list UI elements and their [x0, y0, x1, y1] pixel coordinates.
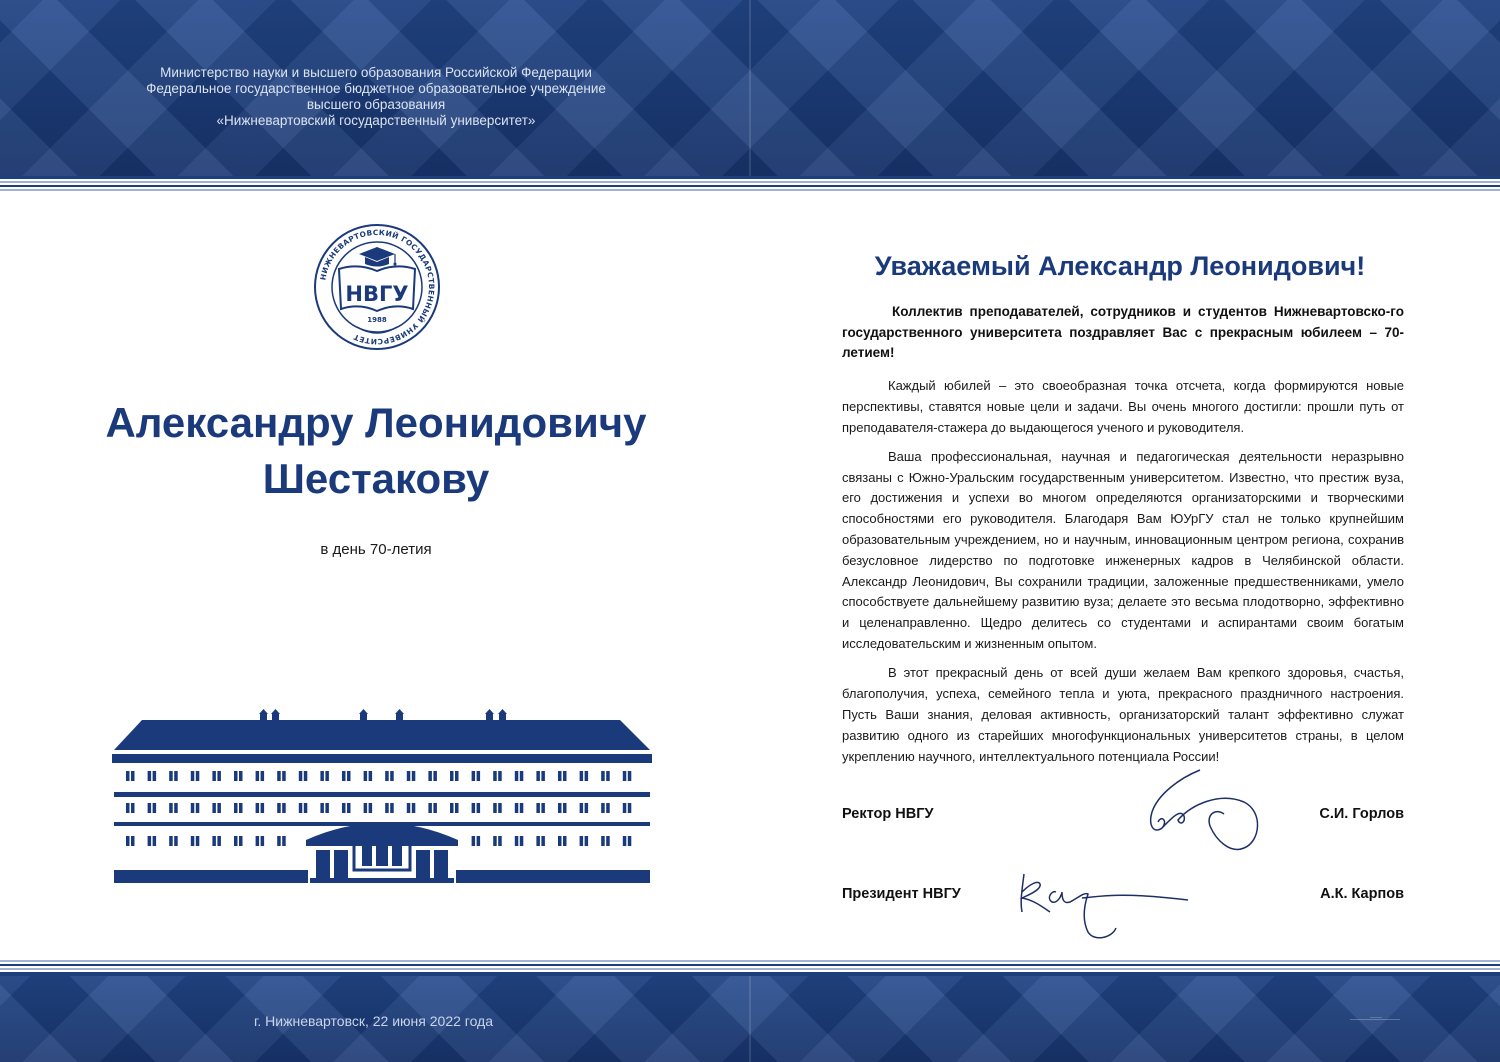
ministry-line: Федеральное государственное бюджетное образовательное учреждение: [146, 81, 606, 96]
building-window: [196, 836, 200, 846]
building-window: [515, 836, 519, 846]
building-window: [191, 771, 195, 781]
building-window: [601, 836, 605, 846]
building-window: [342, 771, 346, 781]
building-window: [282, 803, 286, 813]
building-window: [196, 803, 200, 813]
building-window: [282, 836, 286, 846]
building-window: [520, 771, 524, 781]
building-window: [212, 771, 216, 781]
greeting-heading: Уважаемый Александр Леонидович!: [874, 251, 1366, 281]
emblem-abbr: НВГУ: [345, 282, 409, 306]
building-window: [455, 771, 459, 781]
building-window: [234, 771, 238, 781]
ministry-line: Министерство науки и высшего образования Российской Федерации: [160, 65, 592, 80]
building-window: [277, 803, 281, 813]
letter-paragraph: Ваша профессиональная, научная и педагогическая деятельности неразрывно связаны с Южно-Уральским государственным университетом. Известно, что престиж вуза, его достижения и успехи во многом определяются организаторскими и творческими способностями его руководителя. Благодаря Вам ЮУрГУ стал не только крупнейшим образовательным учреждением, но и научным, инновационным центром региона, сохранив безусловное лидерство по подготовке инженерных кадров в Челябинской области. Александр Леонидович, Вы сохранили традиции, заложенные предшественниками, умело способствуете дальнейшему развитию вуза; делаете это весьма плодотворно, эффективно и целенаправленно. Щедро делитесь со студентами и аспирантами своим богатым исследовательским и жизненным опытом.: [842, 448, 1404, 652]
building-window: [450, 803, 454, 813]
building-window: [628, 803, 632, 813]
building-window: [234, 836, 238, 846]
building-window: [520, 836, 524, 846]
building-window: [217, 836, 221, 846]
building-window: [212, 803, 216, 813]
building-window: [385, 803, 389, 813]
building-window: [433, 771, 437, 781]
building-window: [325, 771, 329, 781]
building-window: [277, 771, 281, 781]
building-window: [390, 771, 394, 781]
building-window: [148, 836, 152, 846]
building-window: [304, 771, 308, 781]
building-window: [477, 771, 481, 781]
rector-name: С.И. Горлов: [1319, 806, 1404, 822]
building-window: [520, 803, 524, 813]
building-window: [412, 771, 416, 781]
building-window: [390, 803, 394, 813]
building-window: [623, 771, 627, 781]
building-window: [428, 803, 432, 813]
building-window: [498, 771, 502, 781]
building-window: [131, 836, 135, 846]
addressee-line: Шестакову: [262, 455, 490, 502]
emblem-year: 1988: [367, 316, 387, 324]
building-window: [261, 836, 265, 846]
building-window: [342, 803, 346, 813]
building-window: [472, 771, 476, 781]
building-window: [148, 803, 152, 813]
footer-band: [0, 976, 1500, 1062]
building-window: [385, 771, 389, 781]
occasion-text: в день 70-летия: [320, 541, 432, 558]
building-window: [347, 803, 351, 813]
building-window: [606, 771, 610, 781]
building-window: [212, 836, 216, 846]
building-window: [325, 803, 329, 813]
building-window: [299, 771, 303, 781]
building-window: [304, 803, 308, 813]
building-window: [472, 836, 476, 846]
building-window: [433, 803, 437, 813]
president-title: Президент НВГУ: [842, 886, 961, 902]
rector-signature: [1140, 764, 1270, 854]
ministry-line: «Нижневартовский государственный университет»: [216, 113, 536, 128]
lead-paragraph: Коллектив преподавателей, сотрудников и студентов Нижневартовско-го государственного университета поздравляет Вас с прекрасным юбилеем – 70-летием!: [842, 304, 1404, 360]
building-window: [299, 803, 303, 813]
building-window: [412, 803, 416, 813]
letter-paragraph: В этот прекрасный день от всей души желаем Вам крепкого здоровья, счастья, благополучия, успеха, семейного тепла и уюта, прекрасного праздничного настроения. Пусть Ваши знания, деловая активность, организаторский талант эффективно служат развитию одного из старейших многофункциональных университетов страны, в целом укреплению научного, интеллектуального потенциала России!: [842, 665, 1404, 764]
emblem-ring-text: НИЖНЕВАРТОВСКИЙ ГОСУДАРСТВЕННЫЙ УНИВЕРСИТЕТ: [318, 227, 437, 347]
president-name: А.К. Карпов: [1320, 886, 1404, 902]
university-emblem: [313, 223, 441, 351]
building-window: [536, 771, 540, 781]
ministry-header: [120, 65, 632, 129]
addressee-line: Александру Леонидовичу: [105, 399, 647, 446]
building-window: [428, 771, 432, 781]
building-window: [498, 836, 502, 846]
footer-mark: [1350, 1014, 1400, 1026]
building-window: [169, 771, 173, 781]
building-window: [131, 771, 135, 781]
building-window: [256, 803, 260, 813]
building-window: [191, 803, 195, 813]
building-window: [541, 836, 545, 846]
building-window: [234, 803, 238, 813]
building-window: [126, 803, 130, 813]
rector-title: Ректор НВГУ: [842, 806, 934, 822]
university-building-illustration: [110, 706, 654, 886]
building-window: [580, 771, 584, 781]
building-window: [585, 836, 589, 846]
building-window: [153, 836, 157, 846]
building-window: [563, 836, 567, 846]
building-window: [239, 803, 243, 813]
president-signature: [1012, 862, 1202, 946]
building-window: [174, 836, 178, 846]
building-window: [563, 803, 567, 813]
building-window: [477, 836, 481, 846]
building-window: [580, 836, 584, 846]
building-window: [601, 771, 605, 781]
building-window: [563, 771, 567, 781]
building-window: [256, 836, 260, 846]
letter-body: [842, 376, 1404, 776]
building-window: [623, 836, 627, 846]
building-window: [628, 771, 632, 781]
building-window: [472, 803, 476, 813]
building-window: [239, 836, 243, 846]
building-window: [628, 836, 632, 846]
building-window: [126, 836, 130, 846]
building-window: [515, 771, 519, 781]
building-window: [126, 771, 130, 781]
building-window: [169, 803, 173, 813]
building-window: [196, 771, 200, 781]
building-window: [536, 803, 540, 813]
ministry-line: высшего образования: [306, 97, 446, 112]
building-window: [347, 771, 351, 781]
building-window: [277, 836, 281, 846]
fold-line: [749, 976, 751, 1062]
header-stripes: [0, 176, 1500, 192]
letter-paragraph: Каждый юбилей – это своеобразная точка отсчета, когда формируются новые перспективы, ставятся новые цели и задачи. Вы очень многого достигли: прошли путь от преподавателя-стажера до выдающегося ученого и руководителя.: [842, 378, 1404, 435]
building-window: [477, 803, 481, 813]
building-window: [558, 803, 562, 813]
graduation-cap-icon: [359, 247, 397, 267]
building-window: [606, 836, 610, 846]
building-window: [239, 771, 243, 781]
building-window: [153, 803, 157, 813]
building-window: [153, 771, 157, 781]
building-window: [493, 803, 497, 813]
building-window: [369, 803, 373, 813]
building-window: [148, 771, 152, 781]
building-window: [536, 836, 540, 846]
building-window: [256, 771, 260, 781]
building-window: [407, 771, 411, 781]
building-window: [261, 771, 265, 781]
building-window: [191, 836, 195, 846]
building-window: [455, 803, 459, 813]
building-window: [606, 803, 610, 813]
building-window: [558, 771, 562, 781]
building-window: [541, 771, 545, 781]
footer-stripes: [0, 960, 1500, 976]
building-window: [364, 771, 368, 781]
building-window: [498, 803, 502, 813]
building-window: [585, 771, 589, 781]
building-window: [282, 771, 286, 781]
building-window: [601, 803, 605, 813]
place-date: г. Нижневартовск, 22 июня 2022 года: [254, 1013, 494, 1029]
building-window: [450, 771, 454, 781]
building-window: [585, 803, 589, 813]
building-window: [217, 803, 221, 813]
building-window: [174, 771, 178, 781]
building-window: [174, 803, 178, 813]
building-window: [541, 803, 545, 813]
building-window: [369, 771, 373, 781]
addressee-name: [100, 395, 652, 507]
building-window: [169, 836, 173, 846]
building-window: [364, 803, 368, 813]
building-window: [515, 803, 519, 813]
building-window: [261, 803, 265, 813]
building-window: [493, 771, 497, 781]
building-window: [320, 803, 324, 813]
building-window: [580, 803, 584, 813]
building-window: [623, 803, 627, 813]
fold-line: [749, 0, 751, 176]
building-window: [407, 803, 411, 813]
building-window: [131, 803, 135, 813]
building-window: [320, 771, 324, 781]
building-window: [558, 836, 562, 846]
building-window: [217, 771, 221, 781]
building-window: [493, 836, 497, 846]
